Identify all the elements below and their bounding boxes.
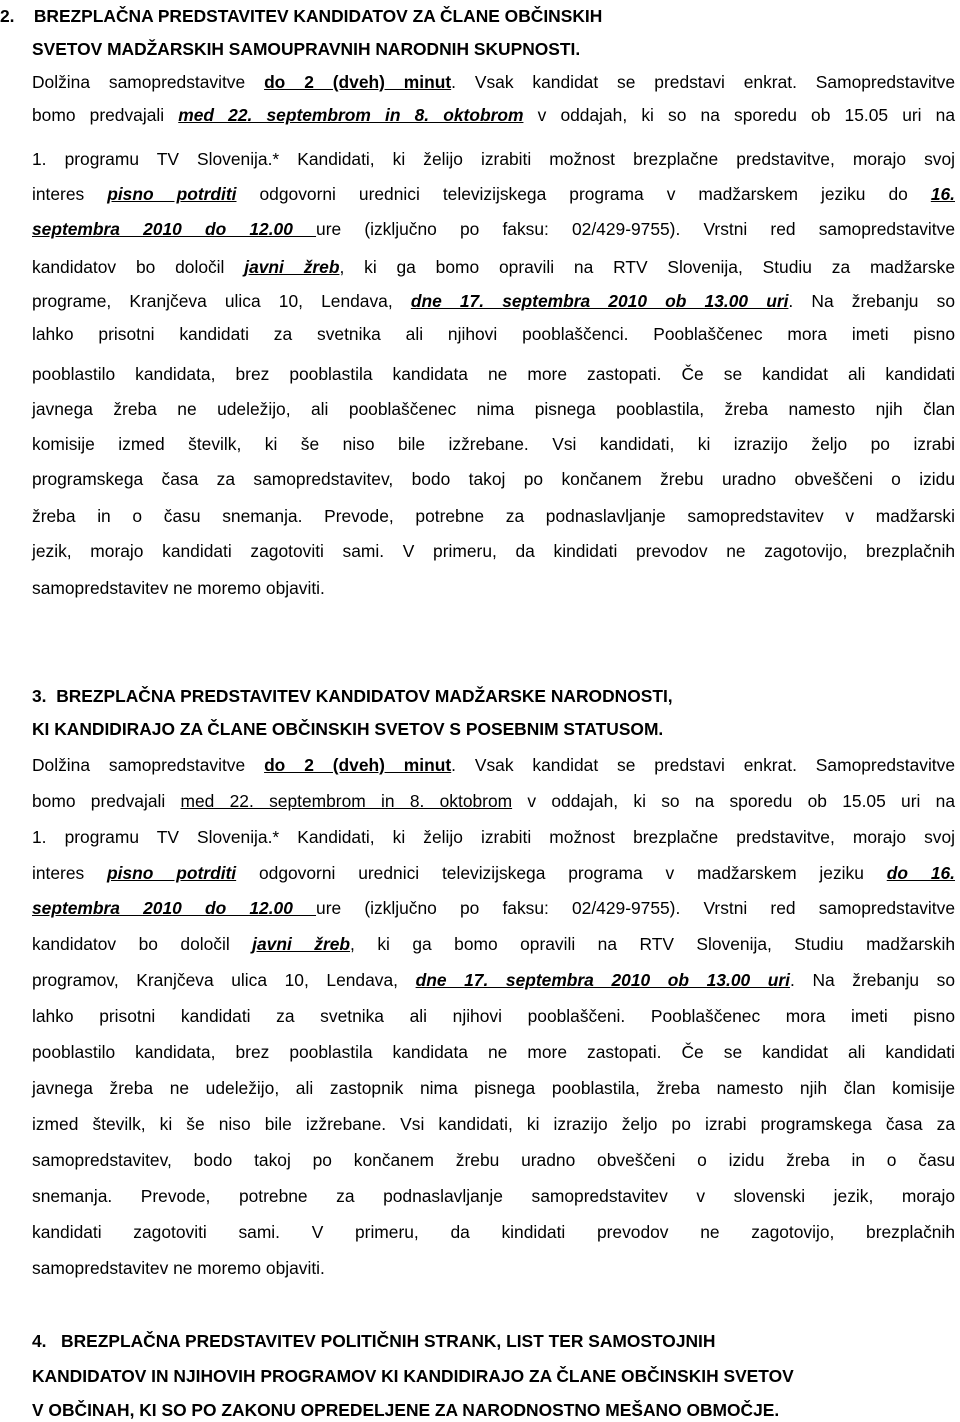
section-2-paragraph-line: samopredstavitev ne moremo objaviti. <box>32 578 325 598</box>
section-2-number: 2. <box>0 6 15 26</box>
section-3-heading-line-1 <box>32 684 673 708</box>
section-2-paragraph-line: javnega žreba ne udeležijo, ali pooblaščenec nima pisnega pooblastila, žreba namesto njih član <box>32 399 955 419</box>
section-2-paragraph-line: kandidatov bo določil javni žreb, ki ga bomo opravili na RTV Slovenija, Studiu za madžarske <box>32 257 955 277</box>
section-3-heading-line-2: KI KANDIDIRAJO ZA ČLANE OBČINSKIH SVETOV S POSEBNIM STATUSOM. <box>32 719 664 739</box>
section-3-paragraph-line: bomo predvajali med 22. septembrom in 8. oktobrom v oddajah, ki so na sporedu ob 15.05 uri na <box>32 791 955 811</box>
section-2-paragraph-line: Dolžina samopredstavitve do 2 (dveh) minut. Vsak kandidat se predstavi enkrat. Samopredstavitve <box>32 72 956 92</box>
section-3-paragraph-line: samopredstavitev ne moremo objaviti. <box>32 1258 325 1278</box>
section-2-paragraph-line: septembra 2010 do 12.00 ure (izključno po faksu: 02/429-9755). Vrstni red samopredstavitve <box>32 219 955 239</box>
section-3-paragraph-line: kandidati zagotoviti sami. V primeru, da kindidati prevodov ne zagotovijo, brezplačnih <box>32 1222 955 1242</box>
section-4-number: 4. <box>32 1331 47 1351</box>
section-4-heading: BREZPLAČNA PREDSTAVITEV POLITIČNIH STRANK, LIST TER SAMOSTOJNIH <box>61 1331 716 1351</box>
section-3-paragraph-line: izmed številk, ki še niso bile izžrebane. Vsi kandidati, ki izrazijo željo po izrabi programskega časa za <box>32 1114 955 1134</box>
section-2-paragraph-line: interes pisno potrditi odgovorni urednici televizijskega programa v madžarskem jeziku do 16. <box>32 184 955 204</box>
section-2-heading-line-2: SVETOV MADŽARSKIH SAMOUPRAVNIH NARODNIH SKUPNOSTI. <box>32 39 581 59</box>
section-2-paragraph-line: programe, Kranjčeva ulica 10, Lendava, dne 17. septembra 2010 ob 13.00 uri. Na žrebanju so <box>32 291 955 311</box>
section-4-heading-line-1 <box>32 1329 715 1353</box>
section-3-paragraph-line: pooblastilo kandidata, brez pooblastila kandidata ne more zastopati. Če se kandidat ali kandidati <box>32 1042 955 1062</box>
section-2-paragraph-line: bomo predvajali med 22. septembrom in 8. oktobrom v oddajah, ki so na sporedu ob 15.05 uri na <box>32 105 956 125</box>
section-2-paragraph-line: komisije izmed številk, ki še niso bile izžrebane. Vsi kandidati, ki izrazijo željo po izrabi <box>32 434 955 454</box>
section-3-paragraph-line: 1. programu TV Slovenija.* Kandidati, ki želijo izrabiti možnost brezplačne predstavitve, morajo svoj <box>32 827 955 847</box>
section-3-paragraph-line: Dolžina samopredstavitve do 2 (dveh) minut. Vsak kandidat se predstavi enkrat. Samopredstavitve <box>32 755 956 775</box>
section-3-paragraph-line: kandidatov bo določil javni žreb, ki ga bomo opravili na RTV Slovenija, Studiu madžarskih <box>32 934 955 954</box>
section-3-paragraph-line: snemanja. Prevode, potrebne za podnaslavljanje samopredstavitev v slovenski jezik, morajo <box>32 1186 955 1206</box>
section-3-paragraph-line: interes pisno potrditi odgovorni urednici televizijskega programa v madžarskem jeziku do 16. <box>32 863 955 883</box>
section-3-paragraph-line: javnega žreba ne udeležijo, ali zastopnik nima pisnega pooblastila, žreba namesto njih član komisije <box>32 1078 955 1098</box>
section-2-heading-line-1 <box>0 4 602 28</box>
section-2-heading: BREZPLAČNA PREDSTAVITEV KANDIDATOV ZA ČLANE OBČINSKIH <box>33 6 603 26</box>
section-2-paragraph-line: jezik, morajo kandidati zagotoviti sami. V primeru, da kindidati prevodov ne zagotovijo, brezplačnih <box>32 541 955 561</box>
section-3-paragraph-line: lahko prisotni kandidati za svetnika ali njihovi pooblaščeni. Pooblaščenec mora imeti pisno <box>32 1006 955 1026</box>
section-3-paragraph-line: septembra 2010 do 12.00 ure (izključno po faksu: 02/429-9755). Vrstni red samopredstavitve <box>32 898 955 918</box>
section-3-paragraph-line: programov, Kranjčeva ulica 10, Lendava, dne 17. septembra 2010 ob 13.00 uri. Na žrebanju so <box>32 970 955 990</box>
section-3-number: 3. <box>32 686 47 706</box>
section-3-heading: BREZPLAČNA PREDSTAVITEV KANDIDATOV MADŽARSKE NARODNOSTI, <box>56 686 673 706</box>
section-2-paragraph-line: lahko prisotni kandidati za svetnika ali njihovi pooblaščenci. Pooblaščenec mora imeti pisno <box>32 324 955 344</box>
section-2-paragraph-line: programskega časa za samopredstavitev, bodo takoj po končanem žrebu uradno obveščeni o izidu <box>32 469 955 489</box>
section-2-paragraph-line: pooblastilo kandidata, brez pooblastila kandidata ne more zastopati. Če se kandidat ali kandidati <box>32 364 955 384</box>
section-3-paragraph-line: samopredstavitev, bodo takoj po končanem žrebu uradno obveščeni o izidu žreba in o času <box>32 1150 955 1170</box>
section-2-paragraph-line: žreba in o času snemanja. Prevode, potrebne za podnaslavljanje samopredstavitev v madžarski <box>32 506 955 526</box>
section-4-heading-line-3: V OBČINAH, KI SO PO ZAKONU OPREDELJENE ZA NARODNOSTNO MEŠANO OBMOČJE. <box>32 1400 780 1420</box>
section-4-heading-line-2: KANDIDATOV IN NJIHOVIH PROGRAMOV KI KANDIDIRAJO ZA ČLANE OBČINSKIH SVETOV <box>32 1366 794 1386</box>
section-2-paragraph-line: 1. programu TV Slovenija.* Kandidati, ki želijo izrabiti možnost brezplačne predstavitve, morajo svoj <box>32 149 955 169</box>
